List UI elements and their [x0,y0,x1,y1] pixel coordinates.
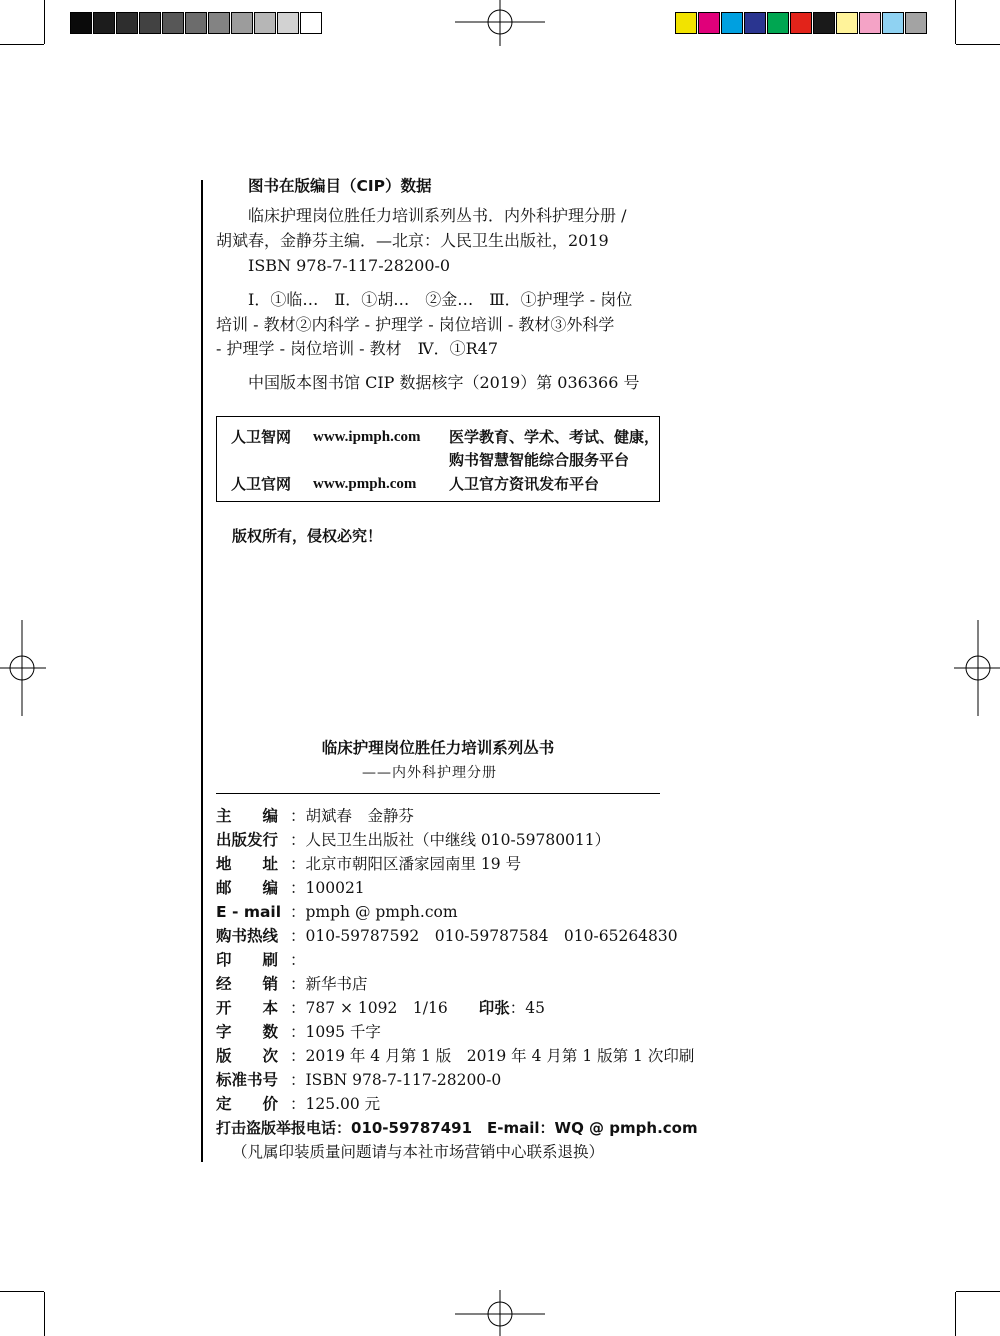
imprint-label: 购书热线 [216,927,279,945]
imprint-row-wordcount [216,1022,381,1042]
imprint-row-editor [216,806,414,826]
color-swatch [859,12,881,34]
imprint-row-price [216,1094,380,1114]
color-swatch [905,12,927,34]
gray-swatch [208,12,230,34]
imprint-label: 邮 编 [216,879,279,897]
gray-swatch [231,12,253,34]
margin-rule [201,180,203,1162]
imprint-label: 开 本 [216,999,279,1017]
imprint-label: 字 数 [216,1023,279,1041]
imprint-label: 经 销 [216,975,279,993]
platform-desc-1b: 购书智慧智能综合服务平台 [449,451,630,469]
platform-url-1[interactable]: www.ipmph.com [313,429,421,445]
imprint-row-hotline [216,926,678,946]
cip-line-title: 临床护理岗位胜任力培训系列丛书．内外科护理分册 / [248,206,627,225]
gray-swatch [162,12,184,34]
imprint-value: ：2019 年 4 月第 1 版 2019 年 4 月第 1 版第 1 次印刷 [290,1047,695,1065]
imprint-row-format [216,998,545,1018]
color-swatch [836,12,858,34]
imprint-value: ：胡斌春 金静芬 [290,807,415,825]
color-swatch [721,12,743,34]
gray-swatch [70,12,92,34]
imprint-row-publisher [216,830,610,850]
gray-swatch [139,12,161,34]
cip-classification-3: - 护理学 - 岗位培训 - 教材 Ⅳ．①R47 [216,339,499,358]
imprint-value: ：010-59787592 010-59787584 010-65264830 [290,927,678,945]
gray-swatch [277,12,299,34]
imprint-label: 标准书号 [216,1071,279,1089]
imprint-row-distributor [216,974,368,994]
book-subtitle: ——内外科护理分册 [362,765,497,781]
imprint-label: 出版发行 [216,831,279,849]
gray-swatch [116,12,138,34]
imprint-value: ：人民卫生出版社（中继线 010-59780011） [290,831,611,849]
imprint-label: 印 刷 [216,951,279,969]
platform-name-1: 人卫智网 [231,428,292,446]
imprint-label: 版 次 [216,1047,279,1065]
platform-desc-1a: 医学教育、学术、考试、健康， [449,428,660,446]
imprint-row-edition [216,1046,694,1066]
cip-number: 中国版本图书馆 CIP 数据核字（2019）第 036366 号 [248,373,640,392]
platform-name-2: 人卫官网 [231,475,292,493]
imprint-value: ：125.00 元 [290,1095,381,1113]
cip-heading: 图书在版编目（CIP）数据 [248,177,432,195]
imprint-sheets-value: ：45 [509,999,545,1017]
gray-swatch [93,12,115,34]
imprint-value: ：1095 千字 [290,1023,381,1041]
color-swatch [813,12,835,34]
imprint-label: 定 价 [216,1095,279,1113]
color-swatch [675,12,697,34]
imprint-value: ： [290,951,306,969]
cip-classification-1: Ⅰ．①临… Ⅱ．①胡… ②金… Ⅲ．①护理学 - 岗位 [248,290,633,309]
imprint-value[interactable]: ：pmph @ pmph.com [290,903,458,921]
imprint-label: 主 编 [216,807,279,825]
imprint-value: ：ISBN 978-7-117-28200-0 [290,1071,502,1089]
book-title: 临床护理岗位胜任力培训系列丛书 [321,739,555,757]
imprint-sheets-label: 印张 [478,999,510,1017]
imprint-label: 地 址 [216,855,279,873]
imprint-row-isbn [216,1070,501,1090]
gray-swatch [300,12,322,34]
platform-url-2[interactable]: www.pmph.com [313,476,417,492]
color-swatch [744,12,766,34]
color-swatch [882,12,904,34]
cip-classification-2: 培训 - 教材②内科学 - 护理学 - 岗位培训 - 教材③外科学 [216,315,615,334]
copyright-notice: 版权所有，侵权必究！ [232,527,383,545]
piracy-report-line: 打击盗版举报电话：010-59787491 E-mail：WQ @ pmph.com [216,1119,698,1137]
imprint-value: ：100021 [290,879,365,897]
imprint-value: ：新华书店 [290,975,368,993]
color-swatch [790,12,812,34]
title-divider [216,793,660,794]
cip-line-author: 胡斌春，金静芬主编．—北京：人民卫生出版社，2019 [216,231,609,250]
imprint-row-postcode [216,878,365,898]
imprint-value: ：北京市朝阳区潘家园南里 19 号 [290,855,522,873]
imprint-row-address [216,854,521,874]
platform-info-box [216,416,660,502]
color-swatch [698,12,720,34]
quality-note: （凡属印装质量问题请与本社市场营销中心联系退换） [232,1143,605,1161]
cip-line-isbn: ISBN 978-7-117-28200-0 [248,256,451,275]
imprint-label: E - mail [216,903,282,921]
platform-desc-2: 人卫官方资讯发布平台 [449,475,600,493]
color-swatch [767,12,789,34]
gray-swatch [185,12,207,34]
imprint-value: ：787 × 1092 1/16 [290,999,479,1017]
imprint-row-printer [216,950,306,970]
gray-swatch [254,12,276,34]
imprint-row-email [216,902,458,922]
